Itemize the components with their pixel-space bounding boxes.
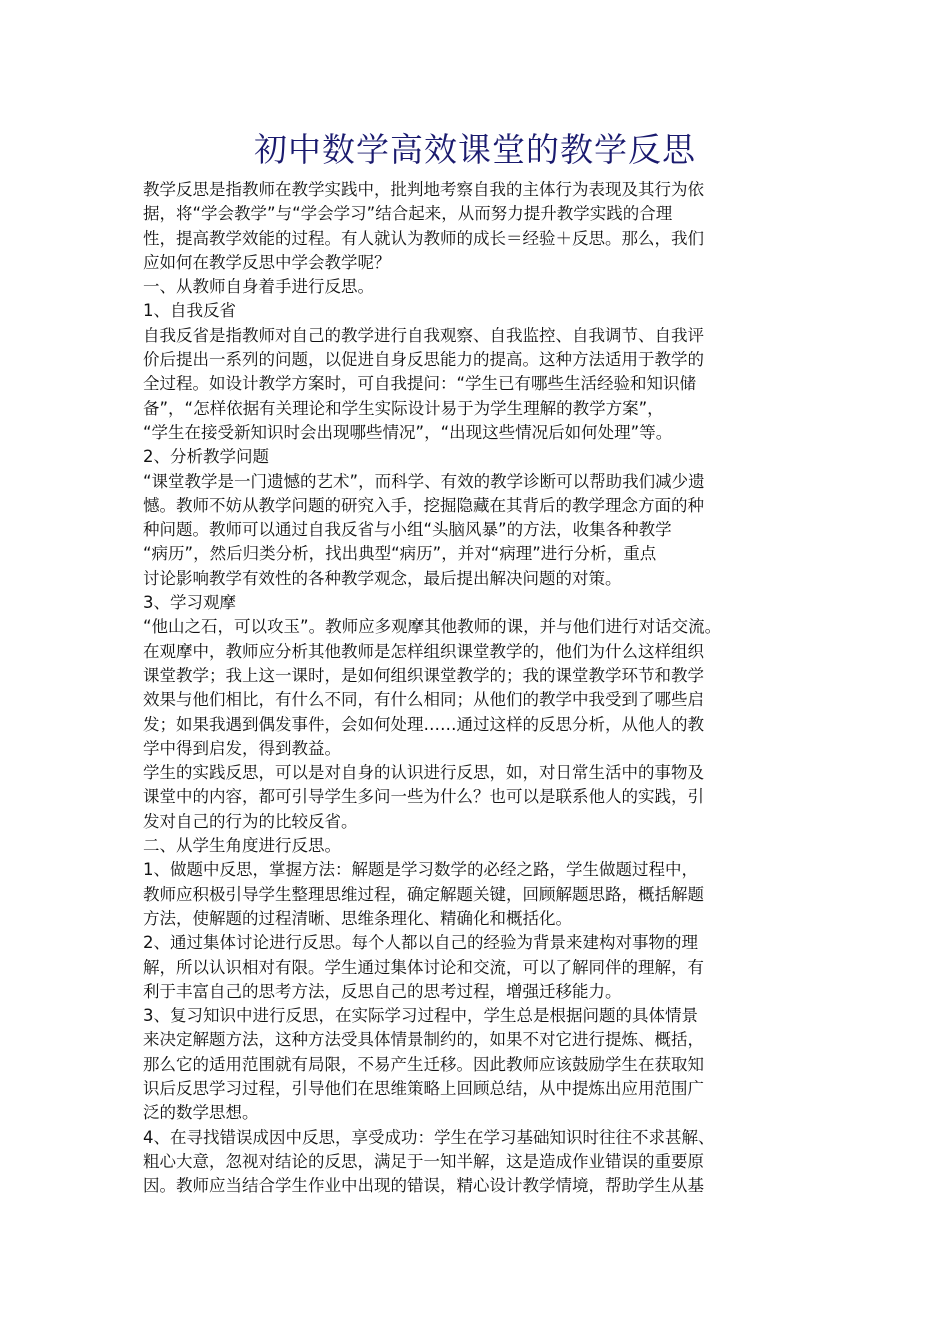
text-line: 泛的数学思想。 <box>143 1103 259 1123</box>
text-line: 学生的实践反思，可以是对自身的认识进行反思，如，对日常生活中的事物及 <box>143 763 704 783</box>
text-line: 课堂中的内容，都可引导学生多问一些为什么？也可以是联系他人的实践，引 <box>143 787 704 807</box>
text-line: 利于丰富自己的思考方法，反思自己的思考过程，增强迁移能力。 <box>143 981 622 1001</box>
text-line: 粗心大意，忽视对结论的反思，满足于一知半解，这是造成作业错误的重要原 <box>143 1151 704 1171</box>
text-line: 在观摩中，教师应分析其他教师是怎样组织课堂教学的，他们为什么这样组织 <box>143 641 704 661</box>
text-line: 来决定解题方法，这种方法受具体情景制约的，如果不对它进行提炼、概括， <box>143 1030 704 1050</box>
text-line: 2、分析教学问题 <box>143 447 269 467</box>
document-body <box>143 178 818 1198</box>
text-line: 教师应积极引导学生整理思维过程，确定解题关键，回顾解题思路，概括解题 <box>143 884 704 904</box>
text-line: “他山之石，可以攻玉”。教师应多观摩其他教师的课，并与他们进行对话交流。 <box>143 617 722 637</box>
text-line: 应如何在教学反思中学会教学呢？ <box>143 252 391 272</box>
text-line: 因。教师应当结合学生作业中出现的错误，精心设计教学情境，帮助学生从基 <box>143 1176 704 1196</box>
text-line: 憾。教师不妨从教学问题的研究入手，挖掘隐藏在其背后的教学理念方面的种 <box>143 495 704 515</box>
text-line: 2、通过集体讨论进行反思。每个人都以自己的经验为背景来建构对事物的理 <box>143 933 698 953</box>
text-line: 1、自我反省 <box>143 301 236 321</box>
text-line: 那么它的适用范围就有局限，不易产生迁移。因此教师应该鼓励学生在获取知 <box>143 1054 704 1074</box>
text-line: 发；如果我遇到偶发事件，会如何处理……通过这样的反思分析，从他人的教 <box>143 714 704 734</box>
text-line: 备”，“怎样依据有关理论和学生实际设计易于为学生理解的教学方案”， <box>143 398 664 418</box>
text-line: 一、从教师自身着手进行反思。 <box>143 277 374 297</box>
text-line: 发对自己的行为的比较反省。 <box>143 811 358 831</box>
text-line: 4、在寻找错误成因中反思，享受成功：学生在学习基础知识时往往不求甚解、 <box>143 1127 715 1147</box>
text-line: 效果与他们相比，有什么不同，有什么相同；从他们的教学中我受到了哪些启 <box>143 690 704 710</box>
text-line: 识后反思学习过程，引导他们在思维策略上回顾总结，从中提炼出应用范围广 <box>143 1078 704 1098</box>
text-line: “课堂教学是一门遗憾的艺术”，而科学、有效的教学诊断可以帮助我们减少遗 <box>143 471 705 491</box>
text-line: 讨论影响教学有效性的各种教学观念，最后提出解决问题的对策。 <box>143 568 622 588</box>
text-line: 3、复习知识中进行反思，在实际学习过程中，学生总是根据问题的具体情景 <box>143 1006 698 1026</box>
text-line: 解，所以认识相对有限。学生通过集体讨论和交流，可以了解同伴的理解，有 <box>143 957 704 977</box>
text-line: 性，提高教学效能的过程。有人就认为教师的成长＝经验＋反思。那么，我们 <box>143 228 704 248</box>
document-title: 初中数学高效课堂的教学反思 <box>254 130 696 169</box>
text-line: 教学反思是指教师在教学实践中，批判地考察自我的主体行为表现及其行为依 <box>143 180 704 199</box>
text-line: “病历”，然后归类分析，找出典型“病历”，并对“病理”进行分析，重点 <box>143 544 657 564</box>
text-line: 二、从学生角度进行反思。 <box>143 836 341 856</box>
text-line: 自我反省是指教师对自己的教学进行自我观察、自我监控、自我调节、自我评 <box>143 325 704 345</box>
text-line: 据，将“学会教学”与“学会学习”结合起来，从而努力提升教学实践的合理 <box>143 204 673 224</box>
text-line: 学中得到启发，得到教益。 <box>143 738 341 758</box>
text-line: 课堂教学；我上这一课时，是如何组织课堂教学的；我的课堂教学环节和教学 <box>143 665 704 685</box>
text-line: 1、做题中反思，掌握方法：解题是学习数学的必经之路，学生做题过程中， <box>143 860 698 880</box>
text-line: 价后提出一系列的问题，以促进自身反思能力的提高。这种方法适用于教学的 <box>143 350 704 370</box>
text-line: 种问题。教师可以通过自我反省与小组“头脑风暴”的方法，收集各种教学 <box>143 520 672 540</box>
text-line: 3、学习观摩 <box>143 593 236 613</box>
text-line: 方法，使解题的过程清晰、思维条理化、精确化和概括化。 <box>143 908 572 928</box>
text-line: “学生在接受新知识时会出现哪些情况”，“出现这些情况后如何处理”等。 <box>143 422 673 442</box>
text-line: 全过程。如设计教学方案时，可自我提问：“学生已有哪些生活经验和知识储 <box>143 374 697 394</box>
